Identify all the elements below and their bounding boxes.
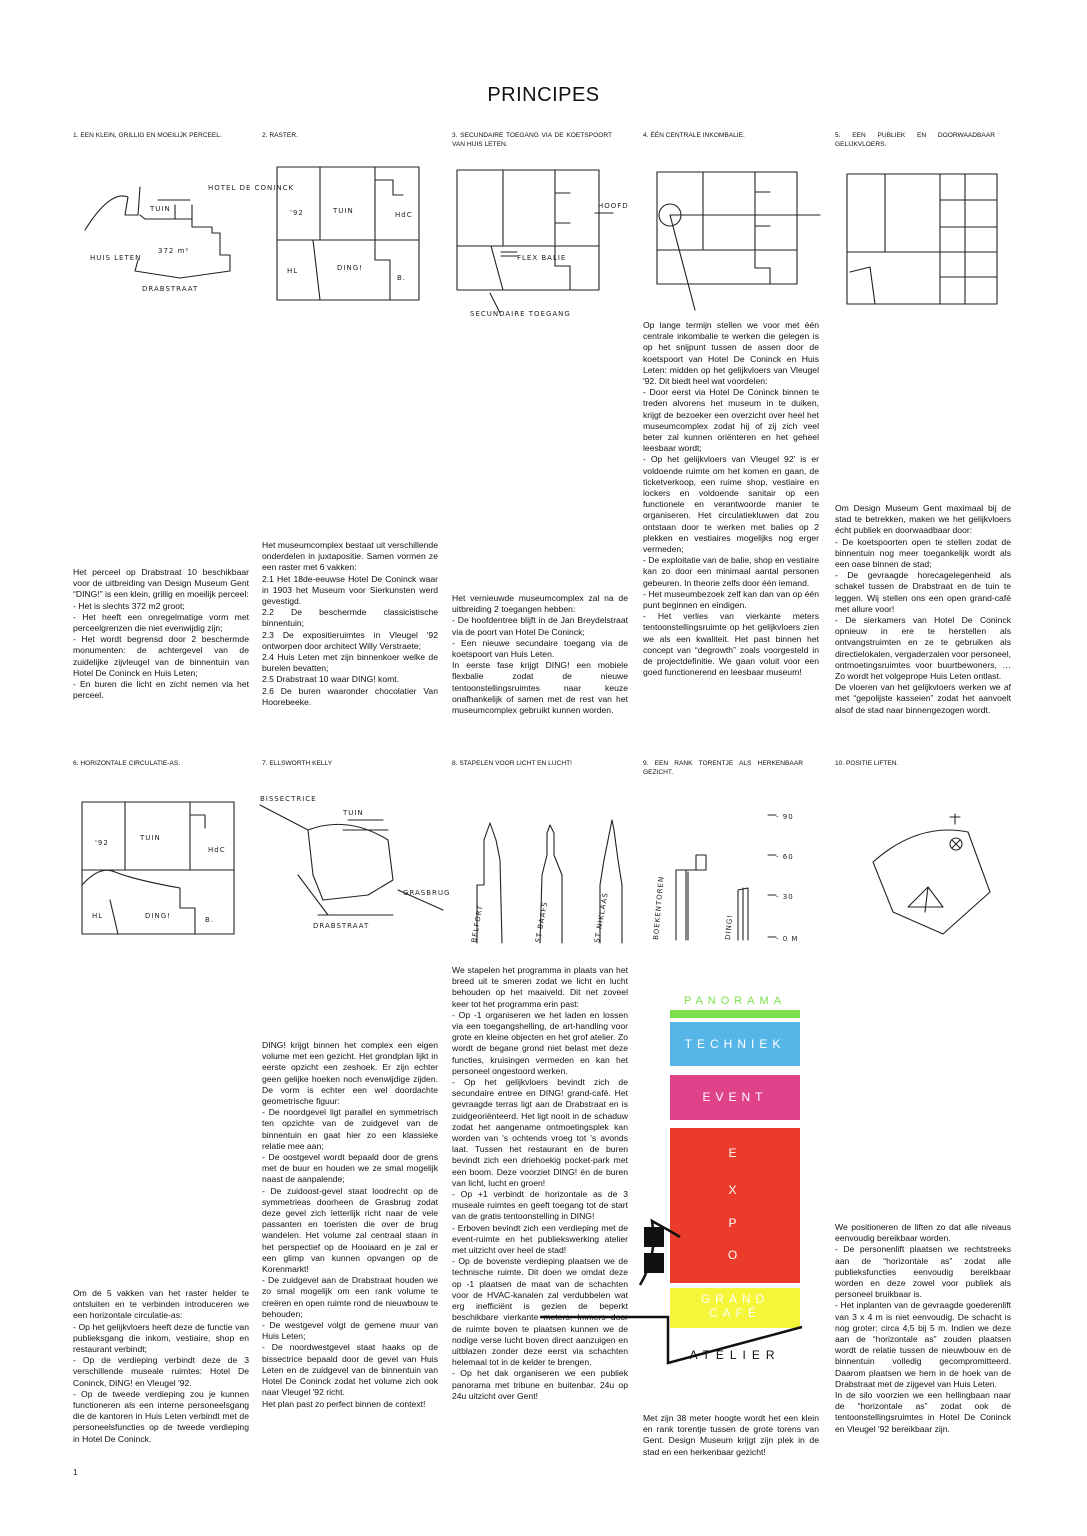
sketch-6-label-b: B. [205,916,215,924]
paragraph: - Het verlies van vierkante meters tentoonstellingsruimte op het gelijkvloers zien we als een kwaliteit. Het past binnen het concept van “degrowth” zoals voorgesteld in de projectdefinitie. We gaan voluit voor een goed functionerend en leesbaar museum! [643,611,819,678]
paragraph: - De noordwestgevel staat haaks op de bissectrice bepaald door de gevel van Huis Leten en de zuidgevel van de binnentuin van Hotel De Coninck zodat het volume zich ook naar Vleugel '92 richt. [262,1342,438,1398]
stack-label-panorama: PANORAMA [683,995,787,1007]
sketch-2-label-hdc: HdC [395,211,413,219]
sketch-toegang [455,168,629,323]
paragraph: - Erboven bevindt zich een verdieping met de event-ruimte en het publiekswerking atelier met uitzicht over heel de stad! [452,1222,628,1256]
paragraph: - Op +1 verbindt de horizontale as de 3 museale ruimtes en geeft toegang tot de start van de gratis tentoonstelling in DING! [452,1189,628,1222]
sketch-circulatie [80,800,240,940]
heading-9: 9. EEN RANK TORENTJE ALS HERKENBAAR GEZICHT. [643,760,803,776]
sketch-1-label-huis: HUIS LETEN [90,254,142,262]
paragraph: - Op het gelijkvloers van Vleugel 92' is er voldoende ruimte om het komen en gaan, de ticketverkoop, een ruime shop, vestiaire en lockers en voldoende sanitair op een functionele en verantwoorde manier te organiseren. Het circulatiekluwen dat zou ontstaan door te werken met balies op 2 plekken en vestiaires mogelijks nog erger vermeden; [643,454,819,555]
stack-label-cafe: CAFÉ [708,1306,761,1320]
paragraph: - De westgevel volgt de gemene muur van Huis Leten; [262,1320,438,1342]
text-principle-7 [262,1040,438,1410]
sketch-3-label-secundair: SECUNDAIRE TOEGANG [470,310,571,318]
sketch-6-label-hl: HL [92,912,104,920]
paragraph: De vloeren van het gelijkvloers werken we af met “gepolijste kasseien” zodat het aanvoelt alsof de stad naar binnengezogen wordt. [835,682,1011,715]
text-principle-1 [73,567,249,701]
paragraph: - Op het dak organiseren we een publiek panorama met tribune en buitenbar. 24u op 24u uitzicht over Gent! [452,1368,628,1401]
paragraph: - Het inplanten van de gevraagde goederenlift van 3 x 4 m is niet eenvoudig. De schacht is nog groter: circa 4,5 bij 5 m. Indien we deze aan de “horizontale as” zouden plaatsen wordt de relatie tussen de nieuwbouw en de binnentuin volledig gecompromitteerd. Daarom plaatsen we hem in de hoek van de Drabstraat met de zijgevel van Huis Leten. [835,1300,1011,1389]
heading-3: 3. SECUNDAIRE TOEGANG VIA DE KOETSPOORT VAN HUIS LETEN. [452,132,612,148]
paragraph: Het perceel op Drabstraat 10 beschikbaar voor de uitbreiding van Design Museum Gent “DING!” is een klein, grillig en moeilijk perceel: [73,567,249,600]
paragraph: 2.5 Drabstraat 10 waar DING! komt. [262,674,400,685]
sketch-2-label-ding: DING! [337,264,363,272]
heading-4: 4. ÉÉN CENTRALE INKOMBALIE. [643,132,745,139]
paragraph: 2.3 De expositieruimtes in Vleugel '92 ontworpen door architect Willy Verstraete; [262,629,438,651]
sketch-3-label-hoofd: HOOFD [598,202,629,210]
page-number: 1 [73,1468,78,1477]
page-title: PRINCIPES [487,84,600,106]
paragraph: - De hoofdentree blijft in de Jan Breydelstraat via de poort van Hotel De Coninck; [452,615,628,637]
heading-6: 6. HORIZONTALE CIRCULATIE-AS. [73,760,181,767]
sketch-9-label-90: - 90 [776,813,794,821]
paragraph: 2.6 De buren waaronder chocolatier Van Hoorebeeke. [262,685,438,707]
paragraph: - Op de bovenste verdieping plaatsen we de technische ruimte. Dit doen we omdat deze op -1 plaatsen de maat van de schachten voor de HVAC-kanalen zal verdubbelen wat erg inefficiënt is gezien de beperkt beschikbare vierkante meters. Immers door de ruimte boven te plaatsen kunnen we de nodige verse lucht boven direct aanzuigen en uitblazen zonder deze eerst via schachten helemaal tot in de kelder te brengen. [452,1256,628,1368]
stack-expo-o: O [727,1248,743,1262]
sketch-9-label-0m: - 0 M [776,935,799,943]
sketch-7-label-bissectrice: BISSECTRICE [260,795,317,803]
sketch-9-label-ding: DING! [724,913,735,941]
text-principle-3 [452,593,628,716]
sketch-2-label-b: B. [397,274,407,282]
sketch-1-label-area: 372 m² [158,247,190,255]
text-principle-5 [835,503,1011,716]
stack-label-event: EVENT [702,1090,768,1104]
sketch-ellsworth [258,795,451,935]
paragraph: - Door eerst via Hotel De Coninck binnen te treden alvorens het museum in te duiken, krijgt de bezoeker een overzicht over heel het museumcomplex zodat hij of zij zich veel beter zal kunnen oriënteren en het geheel leesbaar wordt; [643,387,819,454]
sketch-raster [275,165,425,305]
paragraph: - De sierkamers van Hotel De Coninck opnieuw in ere te herstellen als ontvangstruimten en ze te gebruiken als directielokalen, vergaderzalen voor personeel, ontmoetingsruimtes voor buurtbewoners, … Zo wordt het volgeprope Huis Leten ontlast. [835,615,1011,682]
paragraph: We stapelen het programma in plaats van het breed uit te smeren zodat we licht en lucht behouden op het maaiveld. Dit net zoveel keer tot het programma erin past: [452,965,628,1009]
sketch-2-label-hl: HL [287,267,299,275]
sketch-7-label-grasbrug: GRASBRUG [403,889,451,897]
paragraph: DING! krijgt binnen het complex een eigen volume met een gezicht. Het grondplan lijkt in eerste opzicht een zeshoek. Er zijn echter geen gelijke hoeken noch evenwijdige zijden. De vorm is echter een wel doordachte geometrische figuur: [262,1040,438,1107]
paragraph: - De zuidgevel aan de Drabstraat houden we zo smal mogelijk om een rank volume te creëren en open ruimte rond de nieuwbouw te behouden; [262,1275,438,1319]
paragraph: Om Design Museum Gent maximaal bij de stad te betrekken, maken we het gelijkvloers écht publiek en doorwaadbaar door: [835,503,1011,536]
paragraph: 2.2 De beschermde classicistische binnentuin; [262,607,438,629]
circulation-line [540,985,820,1385]
sketch-7-label-drabstraat: DRABSTRAAT [313,922,370,930]
paragraph: - Een nieuwe secundaire toegang via de koetspoort van Huis Leten. [452,637,628,660]
sketch-gelijkvloers [845,172,1000,312]
paragraph: Het museumcomplex bestaat uit verschillende onderdelen in juxtapositie. Samen vormen ze een raster met 6 vakken: [262,540,438,573]
paragraph: Het vernieuwde museumcomplex zal na de uitbreiding 2 toegangen hebben: [452,593,628,615]
paragraph: - De gevraagde horecagelegenheid als schakel tussen de Drabstraat en de tuin te leggen. Wij stellen ons een open grand-café met allure voor! [835,570,1011,614]
sketch-9-label-60: - 60 [776,853,794,861]
sketch-torentje [648,800,828,945]
paragraph: - Op de verdieping verbindt deze de 3 verschillende museale ruimtes: Hotel De Coninck, DING! en Vleugel '92. [73,1355,249,1388]
sketch-1-label-tuin: TUIN [150,205,171,213]
paragraph: - Het museumbezoek zelf kan dan van op één punt beginnen en eindigen. [643,588,819,611]
sketch-liften [868,812,1018,937]
paragraph: - Het heeft een onregelmatige vorm met perceelgrenzen die niet evenwijdig zijn; [73,611,249,634]
paragraph: - En buren die licht en zicht nemen via het perceel. [73,679,249,701]
heading-7: 7. ELLSWORTH KELLY [262,760,333,767]
stack-expo-p: P [728,1216,742,1230]
paragraph: In de silo voorzien we een hellingbaan naar de “horizontale as” zodat ook de tentoonstellingsruimtes in Hotel De Coninck en Vleugel '92 bereikbaar zijn. [835,1390,1011,1434]
paragraph: - Op het gelijkvloers bevindt zich de secundaire entree en DING! grand-café. Het gevraagde terras ligt aan de Drabstraat en is zuidgeoriënteerd. Het ligt nooit in de schaduw zodat het aangename ontmoetingsplek kan worden van 's ochtends vroeg tot 's avonds laat. Tussen het restaurant en de buren bevindt zich een driehoekig pocket-park met een boom. Deze voorziet DING! én de buren van licht, lucht en groen! [452,1077,628,1188]
paragraph: Met zijn 38 meter hoogte wordt het een klein en rank torentje tussen de grote torens van Gent. Design Museum krijgt zijn plek in de stad en een herkenbaar gezicht! [643,1413,819,1457]
paragraph: - De zuidoost-gevel staat loodrecht op de symmetrieas doorheen de Grasbrug zodat deze gevel zich letterlijk richt naar de vele passanten en toeristen die over de brug wandelen. Het volume zal centraal staan in het perspectief op de Hooiaard en je zal er een glimp van kunnen opvangen op de Korenmarkt! [262,1185,438,1275]
heading-8: 8. STAPELEN VOOR LICHT EN LUCHT! [452,760,572,767]
paragraph: - De noordgevel ligt parallel en symmetrisch ten opzichte van de zuidgevel van de binnentuin en gaat hier zo een klassieke relatie mee aan; [262,1107,438,1151]
paragraph: - Het wordt begrensd door 2 beschermde monumenten: de achtergevel van de zuidelijke zijvleugel van de binnentuin van Hotel De Coninck en Huis Leten; [73,634,249,678]
text-principle-9 [643,1413,819,1458]
paragraph: - De exploitatie van de balie, shop en vestiaire kan zo door een minimaal aantal personen gebeuren. In theorie zelfs door één iemand. [643,555,819,588]
paragraph: 2.4 Huis Leten met zijn binnenkoer welke de burelen bevatten; [262,652,438,674]
sketch-inkombalie [655,170,825,320]
heading-1: 1. EEN KLEIN, GRILLIG EN MOEILIJK PERCEEL. [73,132,222,139]
paragraph: - De koetspoorten open te stellen zodat de binnentuin nog meer toegankelijk wordt als een oase binnen de stad; [835,536,1011,570]
paragraph: - De oostgevel wordt bepaald door de grens met de buur en houden we ze smal mogelijk naast de aanpalende; [262,1152,438,1185]
sketch-6-label-92: '92 [95,839,109,847]
sketch-8-label-niklaas: ST NIKLAAS [593,891,610,944]
sketch-9-label-boekentoren: BOEKENTOREN [652,875,666,941]
paragraph: - Op het gelijkvloers heeft deze de functie van publieksgang die inkom, vestiaire, shop en restaurant verbindt; [73,1321,249,1355]
text-principle-6 [73,1288,249,1445]
sketch-9-label-30: - 30 [776,893,794,901]
heading-5: 5. EEN PUBLIEK EN DOORWAADBAAR GELIJKVLOERS. [835,132,995,148]
sketch-3-label-flex: FLEX BALIE [517,254,567,262]
sketch-6-label-tuin: TUIN [140,834,161,842]
paragraph: - Het is slechts 372 m2 groot; [73,600,185,611]
text-principle-10 [835,1222,1011,1435]
paragraph: In eerste fase krijgt DING! een mobiele flexbalie zodat de nieuwe tentoonstellingsruimtes naar keuze onafhankelijk of samen met de rest van het museumcomplex gebruikt kunnen worden. [452,660,628,716]
paragraph: Het plan past zo perfect binnen de context! [262,1398,426,1409]
paragraph: Op lange termijn stellen we voor met één centrale inkombalie te werken die gelegen is op het snijpunt tussen de assen door de koetspoort van Hotel De Coninck en Huis Leten: midden op het gelijkvloers van Vleugel '92. Dit biedt heel wat voordelen: [643,320,819,387]
sketch-6-label-hdc: HdC [208,846,226,854]
paragraph: - De personenlift plaatsen we rechtstreeks aan de “horizontale as” zodat alle publieksfuncties eenvoudig bereikbaar worden en deze zowel voor publiek als personeel bruikbaar is. [835,1244,1011,1300]
text-principle-2 [262,540,438,708]
sketch-torens [462,815,632,945]
stack-expo-e: E [728,1146,742,1160]
paragraph: - Op -1 organiseren we het laden en lossen via een toegangshelling, de art-handling voor grote en kleine objecten en het grof atelier. Zo wordt de begane grond niet belast met deze functies, kruisingen vermeden en kan het personeel ongestoord werken. [452,1009,628,1076]
paragraph: 2.1 Het 18de-eeuwse Hotel De Coninck waar in 1903 het Museum voor Sierkunsten werd gevestigd. [262,573,438,607]
sketch-8-label-belfort: BELFORT [470,904,485,944]
paragraph: Om de 5 vakken van het raster helder te ontsluiten en te verbinden introduceren we een horizontale circulatie-as: [73,1288,249,1321]
sketch-2-label-92: '92 [290,209,304,217]
stack-label-grand: GRAND [700,1292,770,1306]
sketch-8-label-baafs: ST BAAFS [534,900,550,944]
heading-10: 10. POSITIE LIFTEN. [835,760,899,767]
stack-label-atelier: ATELIER [689,1348,781,1362]
text-principle-4 [643,320,819,679]
sketch-1-label-hotel: HOTEL DE CONINCK [208,184,295,192]
stack-label-techniek: TECHNIEK [684,1037,786,1051]
sketch-6-label-ding: DING! [145,912,171,920]
program-stack [670,995,810,1375]
paragraph: We positioneren de liften zo dat alle niveaus eenvoudig bereikbaar worden. [835,1222,1011,1244]
heading-2: 2. RASTER. [262,132,298,139]
sketch-2-label-tuin: TUIN [333,207,354,215]
sketch-7-label-tuin: TUIN [343,809,364,817]
stack-expo-x: X [728,1183,742,1197]
sketch-1-label-straat: DRABSTRAAT [142,285,199,293]
paragraph: - Op de tweede verdieping zou je kunnen functioneren als een interne personeelsgang die de kantoren in Huis Leten verbindt met de personeelsfuncties op de tweede verdieping in Hotel De Coninck. [73,1388,249,1444]
